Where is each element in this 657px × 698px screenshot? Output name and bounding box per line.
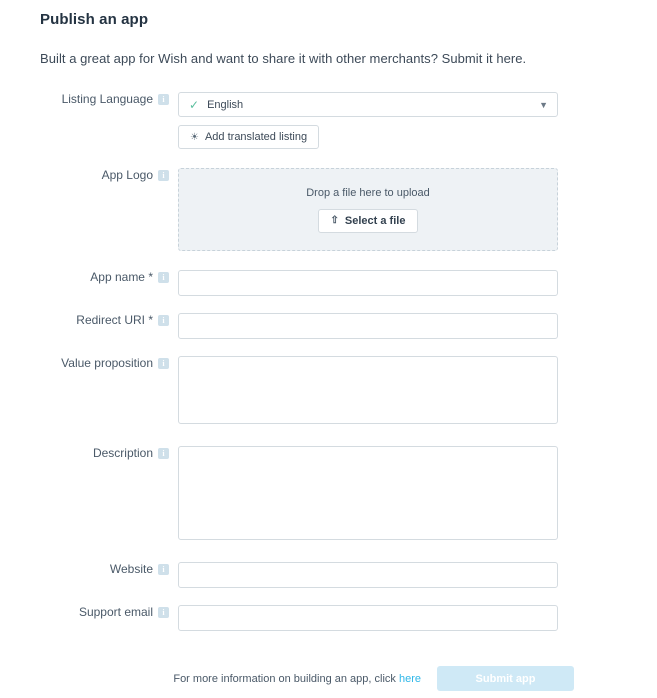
label-app-logo [40, 168, 178, 182]
redirect-uri-input[interactable] [178, 313, 558, 339]
label-listing-language [40, 92, 178, 106]
field-description [178, 446, 617, 545]
required-marker: * [148, 313, 153, 327]
field-value-proposition [178, 356, 617, 429]
dropzone-text: Drop a file here to upload [306, 186, 430, 199]
field-redirect-uri [178, 313, 617, 339]
field-row-support-email [40, 605, 617, 631]
field-app-logo [178, 168, 617, 251]
field-row-value-proposition [40, 356, 617, 429]
info-icon[interactable]: i [158, 564, 169, 575]
add-translated-listing-label: Add translated listing [204, 131, 308, 143]
form-footer [40, 666, 617, 691]
label-value-proposition [40, 356, 178, 370]
upload-icon: ⇧ [330, 215, 339, 226]
field-row-app-logo [40, 168, 617, 251]
select-file-label: Select a file [344, 214, 406, 227]
select-file-button[interactable] [318, 209, 419, 233]
field-app-name [178, 270, 617, 296]
label-website [40, 562, 178, 576]
info-icon[interactable]: i [158, 315, 169, 326]
more-info-note [173, 673, 421, 685]
field-row-app-name [40, 270, 617, 296]
page-title: Publish an app [40, 11, 149, 28]
check-icon: ✓ [189, 97, 200, 112]
app-logo-dropzone[interactable] [178, 168, 558, 251]
label-text: Value proposition [61, 356, 153, 370]
label-text: Description [92, 446, 153, 460]
more-info-text: For more information on building an app, click [173, 672, 399, 685]
label-text: App Logo [101, 168, 153, 182]
label-redirect-uri [40, 313, 178, 327]
listing-language-select[interactable] [178, 92, 558, 117]
info-icon[interactable]: i [158, 272, 169, 283]
website-input[interactable] [178, 562, 558, 588]
here-link[interactable]: here [398, 672, 421, 685]
publish-app-form [40, 92, 617, 691]
label-text: Support email [78, 605, 153, 619]
label-text: Listing Language [61, 92, 153, 106]
field-row-listing-language [40, 92, 617, 149]
label-text: Redirect URI [76, 313, 145, 327]
label-text: Website [109, 562, 153, 576]
submit-app-button[interactable]: Submit app [437, 666, 574, 691]
app-name-input[interactable] [178, 270, 558, 296]
chevron-down-icon: ▼ [539, 99, 548, 110]
add-translated-listing-button[interactable] [178, 125, 319, 149]
info-icon[interactable]: i [158, 170, 169, 181]
globe-icon: ☀ [190, 131, 199, 143]
label-text: App name [90, 270, 145, 284]
field-support-email [178, 605, 617, 631]
label-support-email [40, 605, 178, 619]
field-row-redirect-uri [40, 313, 617, 339]
page-subtitle: Built a great app for Wish and want to share it with other merchants? Submit it here. [40, 51, 527, 66]
label-app-name [40, 270, 178, 284]
field-website [178, 562, 617, 588]
field-row-description [40, 446, 617, 545]
required-marker: * [148, 270, 153, 284]
field-listing-language [178, 92, 617, 149]
info-icon[interactable]: i [158, 94, 169, 105]
description-textarea[interactable] [178, 446, 558, 540]
field-row-website [40, 562, 617, 588]
info-icon[interactable]: i [158, 607, 169, 618]
info-icon[interactable]: i [158, 448, 169, 459]
value-proposition-textarea[interactable] [178, 356, 558, 424]
label-description [40, 446, 178, 460]
info-icon[interactable]: i [158, 358, 169, 369]
support-email-input[interactable] [178, 605, 558, 631]
listing-language-value: English [207, 98, 244, 111]
